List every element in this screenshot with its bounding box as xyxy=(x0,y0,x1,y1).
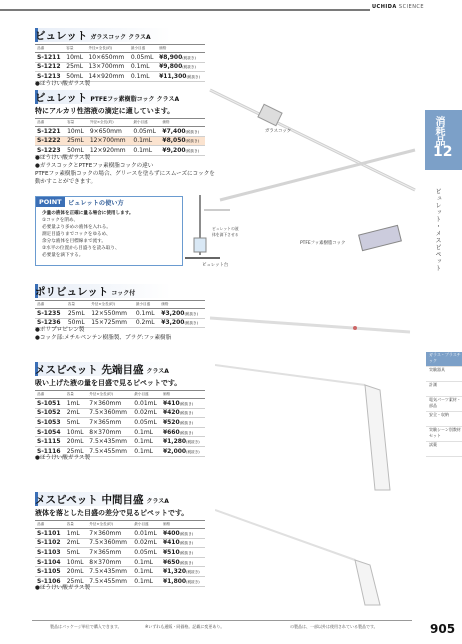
spec-table xyxy=(35,390,205,457)
spec-table xyxy=(35,520,205,587)
column-header: 外径×全長(約) xyxy=(87,391,132,399)
notes xyxy=(35,80,90,88)
note-line: ●ほうけい酸ガラス製 xyxy=(35,585,91,591)
pipette-image xyxy=(215,360,395,610)
table-cell: 0.01mL xyxy=(132,399,161,409)
product-code: S-1116 xyxy=(35,446,65,456)
column-header: 容量 xyxy=(65,391,88,399)
tax-label: (税抜き) xyxy=(186,74,201,79)
column-header: 品番 xyxy=(35,391,65,399)
table-cell: 25mL xyxy=(64,62,86,72)
spec-table xyxy=(35,118,205,156)
tax-label: (税抜き) xyxy=(184,321,199,326)
section-title: ポリビュレット コック付 xyxy=(35,286,136,298)
table-cell: 0.1mL xyxy=(132,446,161,456)
table-cell: 0.1mL xyxy=(132,557,161,567)
table-cell: 0.01mL xyxy=(132,529,161,539)
table-cell: 0.1mL xyxy=(129,72,157,82)
price: ¥520(税抜き) xyxy=(161,418,205,428)
price: ¥1,800(税抜き) xyxy=(161,576,205,586)
tax-label: (税抜き) xyxy=(186,449,200,454)
price: ¥11,300(税抜き) xyxy=(157,72,205,82)
table-cell: 25mL xyxy=(66,309,89,319)
product-code: S-1211 xyxy=(35,53,64,63)
table-cell: 25mL xyxy=(65,446,88,456)
product-code: S-1222 xyxy=(35,136,65,146)
section-lead: 液体を落とした目盛の差分で見るピペットです。 xyxy=(35,509,189,517)
table-cell: 0.1mL xyxy=(131,136,160,146)
column-header: 最小目盛 xyxy=(129,45,157,53)
tax-label: (税抜き) xyxy=(185,139,200,144)
table-cell: 7.5×455mm xyxy=(87,446,132,456)
table-row xyxy=(35,437,205,447)
column-header: 価格 xyxy=(160,119,205,127)
product-code: S-1104 xyxy=(35,557,65,567)
table-cell: 0.02mL xyxy=(132,538,161,548)
table-cell: 9×650mm xyxy=(88,127,132,137)
point-line: 必要量より多めの液体を入れる。 xyxy=(42,225,111,230)
column-header: 容量 xyxy=(65,119,88,127)
column-header: 外径×全長(約) xyxy=(88,119,132,127)
tax-label: (税抜き) xyxy=(179,411,194,416)
table-cell: 7.5×360mm xyxy=(87,408,132,418)
tax-label: (税抜き) xyxy=(186,440,200,445)
footer-left: 製品はパッケージ単位で購入できます。 xyxy=(50,624,122,629)
note-line: ●ガラスコックとPTFEフッ素樹脂コックの違い xyxy=(35,163,154,169)
price: ¥9,200(税抜き) xyxy=(160,146,205,156)
price: ¥410(税抜き) xyxy=(161,399,205,409)
table-cell: 0.05mL xyxy=(132,548,161,558)
column-header: 外径×全長(約) xyxy=(89,301,134,309)
table-cell: 0.1mL xyxy=(131,146,160,156)
product-code: S-1223 xyxy=(35,146,65,156)
spec-table xyxy=(35,44,205,82)
notes xyxy=(35,326,171,342)
table-row xyxy=(35,567,205,577)
price: ¥1,320(税抜き) xyxy=(161,567,205,577)
table-row xyxy=(35,538,205,548)
table-cell: 12×550mm xyxy=(89,309,134,319)
price: ¥1,280(税抜き) xyxy=(161,437,205,447)
section-title: ビュレット PTFEフッ素樹脂コック クラスA xyxy=(35,92,180,104)
column-header: 価格 xyxy=(159,301,205,309)
footer-mid: ※いずれも通販・同価格。記載に変更あり。 xyxy=(145,624,225,629)
table-cell: 10mL xyxy=(65,557,88,567)
tax-label: (税抜き) xyxy=(182,65,196,70)
section-title: ビュレット ガラスコック クラスA xyxy=(35,30,151,42)
table-cell: 0.02mL xyxy=(132,408,161,418)
price: ¥650(税抜き) xyxy=(161,557,205,567)
section-lead: 吸い上げた液の量を目盛で見るピペットです。 xyxy=(35,379,182,387)
column-header: 容量 xyxy=(66,301,89,309)
table-cell: 0.05mL xyxy=(132,418,161,428)
column-header: 最小目盛 xyxy=(132,391,161,399)
table-cell: 14×920mm xyxy=(86,72,128,82)
notes xyxy=(35,584,90,592)
note-line: ●コック部:メチルペンテン樹脂製、プラグ:フッ素樹脂 xyxy=(35,335,172,341)
table-cell: 50mL xyxy=(65,146,88,156)
table-header-row xyxy=(35,119,205,127)
point-line: 余分な液体を目標線まで流す。 xyxy=(42,239,106,244)
column-header: 品番 xyxy=(35,119,65,127)
price: ¥8,050(税抜き) xyxy=(160,136,205,146)
product-code: S-1054 xyxy=(35,427,65,437)
poly-burette-image xyxy=(205,300,415,340)
tax-label: (税抜き) xyxy=(186,579,200,584)
tax-label: (税抜き) xyxy=(179,430,194,435)
section-title: メスピペット 先端目盛 クラスA xyxy=(35,364,169,376)
column-header: 最小目盛 xyxy=(134,301,159,309)
note-line: ●ほうけい酸ガラス製 xyxy=(35,81,91,87)
table-cell: 2mL xyxy=(65,408,88,418)
side-menu-item[interactable]: 実験シーン別教材セット xyxy=(426,427,462,442)
column-header: 容量 xyxy=(64,45,86,53)
note-line: ●ほうけい酸ガラス製 xyxy=(35,155,91,161)
footer-rule xyxy=(32,620,412,621)
tax-label: (税抜き) xyxy=(179,541,194,546)
table-cell: 10×650mm xyxy=(86,53,128,63)
table-cell: 50mL xyxy=(66,318,89,328)
table-row xyxy=(35,557,205,567)
side-menu-item[interactable]: 計測 xyxy=(426,382,462,397)
table-header-row xyxy=(35,45,205,53)
table-cell: 8×370mm xyxy=(87,427,132,437)
tax-label: (税抜き) xyxy=(179,420,194,425)
note-line: 動かすことができます。 xyxy=(35,179,97,185)
header-rule xyxy=(0,9,370,11)
product-code: S-1236 xyxy=(35,318,66,328)
table-cell: 25mL xyxy=(65,136,88,146)
tax-label: (税抜き) xyxy=(179,560,194,565)
product-code: S-1053 xyxy=(35,418,65,428)
side-menu-item[interactable]: 実験器具 xyxy=(426,367,462,382)
footer-right: の製品は、一部以外は使用されている製品です。 xyxy=(290,624,378,629)
point-line: 少量の液体を正確に量る場合に使用します。 xyxy=(42,211,134,216)
table-row xyxy=(35,399,205,409)
section-lead: 特にアルカリ性溶液の滴定に適しています。 xyxy=(35,107,175,115)
stand-label: ビュレット台 xyxy=(202,263,229,268)
price: ¥2,000(税抜き) xyxy=(161,446,205,456)
category-label: 消耗品 xyxy=(433,116,444,146)
side-menu-item[interactable]: 安全・収納 xyxy=(426,412,462,427)
table-cell: 5mL xyxy=(65,548,88,558)
brand-logo: UCHIDA SCIENCE xyxy=(372,4,425,10)
table-row xyxy=(35,418,205,428)
column-header: 外径×全長(約) xyxy=(87,521,132,529)
product-code: S-1115 xyxy=(35,437,65,447)
product-code: S-1213 xyxy=(35,72,64,82)
table-row xyxy=(35,408,205,418)
product-code: S-1105 xyxy=(35,567,65,577)
tax-label: (税抜き) xyxy=(185,129,200,134)
table-cell: 2mL xyxy=(65,538,88,548)
table-cell: 7.5×435mm xyxy=(87,567,132,577)
table-cell: 8×370mm xyxy=(87,557,132,567)
column-header: 価格 xyxy=(161,521,205,529)
table-cell: 10mL xyxy=(64,53,86,63)
table-cell: 25mL xyxy=(65,576,88,586)
table-cell: 12×920mm xyxy=(88,146,132,156)
table-header-row xyxy=(35,301,205,309)
table-cell: 10mL xyxy=(65,427,88,437)
tax-label: (税抜き) xyxy=(184,311,199,316)
page-number: 905 xyxy=(430,622,456,636)
point-line: 必要量を滴下する。 xyxy=(42,253,84,258)
table-cell: 1mL xyxy=(65,529,88,539)
column-header: 容量 xyxy=(65,521,88,529)
product-code: S-1221 xyxy=(35,127,65,137)
product-code: S-1051 xyxy=(35,399,65,409)
table-cell: 50mL xyxy=(64,72,86,82)
table-cell: 7×365mm xyxy=(87,548,132,558)
price: ¥510(税抜き) xyxy=(161,548,205,558)
column-header: 品番 xyxy=(35,301,66,309)
table-header-row xyxy=(35,521,205,529)
table-cell: 13×700mm xyxy=(86,62,128,72)
table-cell: 0.1mL xyxy=(134,309,159,319)
price: ¥420(税抜き) xyxy=(161,408,205,418)
table-row xyxy=(35,127,205,137)
table-row xyxy=(35,136,205,146)
table-cell: 7×360mm xyxy=(87,529,132,539)
table-cell: 0.1mL xyxy=(132,437,161,447)
table-cell: 0.1mL xyxy=(129,62,157,72)
product-code: S-1212 xyxy=(35,62,64,72)
category-tab[interactable] xyxy=(425,110,462,170)
table-row xyxy=(35,427,205,437)
table-cell: 15×725mm xyxy=(89,318,134,328)
table-cell: 7.5×435mm xyxy=(87,437,132,447)
table-row xyxy=(35,529,205,539)
price: ¥660(税抜き) xyxy=(161,427,205,437)
point-line: ①コックを閉め、 xyxy=(42,218,78,223)
callout-text: ビュレットの液体を滴下させる xyxy=(212,226,239,237)
table-cell: 0.05mL xyxy=(131,127,160,137)
table-cell: 20mL xyxy=(65,567,88,577)
note-line: ●ポリプロピレン製 xyxy=(35,327,85,333)
product-code: S-1102 xyxy=(35,538,65,548)
notes xyxy=(35,154,215,186)
table-cell: 0.1mL xyxy=(132,427,161,437)
table-cell: 0.1mL xyxy=(132,576,161,586)
point-line: 測定目盛りまでコックをゆるめ、 xyxy=(42,232,111,237)
price: ¥8,900(税抜き) xyxy=(157,53,205,63)
table-row xyxy=(35,62,205,72)
side-menu-item[interactable]: ガラス・プラスチック xyxy=(426,352,462,367)
price: ¥410(税抜き) xyxy=(161,538,205,548)
table-cell: 0.2mL xyxy=(134,318,159,328)
table-cell: 5mL xyxy=(65,418,88,428)
column-header: 価格 xyxy=(157,45,205,53)
column-header: 外径×全長(約) xyxy=(86,45,128,53)
table-row xyxy=(35,548,205,558)
price: ¥9,800(税抜き) xyxy=(157,62,205,72)
column-header: 品番 xyxy=(35,521,65,529)
side-menu-item[interactable]: 試薬 xyxy=(426,442,462,457)
glass-cock-label: ガラスコック xyxy=(265,129,292,134)
column-header: 最小目盛 xyxy=(131,119,160,127)
product-code: S-1052 xyxy=(35,408,65,418)
point-line: ②水平の位置から目盛りを読み取り、 xyxy=(42,246,120,251)
table-row xyxy=(35,53,205,63)
tax-label: (税抜き) xyxy=(182,55,196,60)
spec-table xyxy=(35,300,205,328)
tax-label: (税抜き) xyxy=(185,148,200,153)
price: ¥400(税抜き) xyxy=(161,529,205,539)
column-header: 価格 xyxy=(161,391,205,399)
table-cell: 0.05mL xyxy=(129,53,157,63)
table-header-row xyxy=(35,391,205,399)
notes xyxy=(35,454,90,462)
product-code: S-1106 xyxy=(35,576,65,586)
side-menu-item[interactable]: 電気パーツ素材・部品 xyxy=(426,397,462,412)
table-cell: 7.5×455mm xyxy=(87,576,132,586)
section-title: メスピペット 中間目盛 クラスA xyxy=(35,494,169,506)
side-section-label: ビュレット・メスピペット xyxy=(434,188,441,272)
table-row xyxy=(35,309,205,319)
column-header: 品番 xyxy=(35,45,64,53)
table-cell: 1mL xyxy=(65,399,88,409)
side-menu xyxy=(426,352,462,457)
table-cell: 7×365mm xyxy=(87,418,132,428)
table-cell: 10mL xyxy=(65,127,88,137)
column-header: 最小目盛 xyxy=(132,521,161,529)
point-badge: POINT xyxy=(36,197,65,207)
point-box xyxy=(35,196,183,266)
table-cell: 20mL xyxy=(65,437,88,447)
note-line: PTFEフッ素樹脂コックの場合、グリースを塗らずにスムーズにコックを xyxy=(35,171,215,177)
product-code: S-1101 xyxy=(35,529,65,539)
product-code: S-1103 xyxy=(35,548,65,558)
ptfe-cock-label: PTFEフッ素樹脂コック xyxy=(300,241,346,246)
tax-label: (税抜き) xyxy=(179,531,194,536)
table-cell: 7.5×360mm xyxy=(87,538,132,548)
table-cell: 0.1mL xyxy=(132,567,161,577)
category-number: 12 xyxy=(433,144,453,160)
note-line: ●ほうけい酸ガラス製 xyxy=(35,455,91,461)
tax-label: (税抜き) xyxy=(179,550,194,555)
price: ¥3,200(税抜き) xyxy=(159,318,205,328)
tax-label: (税抜き) xyxy=(186,570,200,575)
product-code: S-1235 xyxy=(35,309,66,319)
table-cell: 12×700mm xyxy=(88,136,132,146)
price: ¥3,200(税抜き) xyxy=(159,309,205,319)
tax-label: (税抜き) xyxy=(179,401,194,406)
table-cell: 7×360mm xyxy=(87,399,132,409)
price: ¥7,400(税抜き) xyxy=(160,127,205,137)
point-title: ビュレットの使い方 xyxy=(68,200,124,207)
